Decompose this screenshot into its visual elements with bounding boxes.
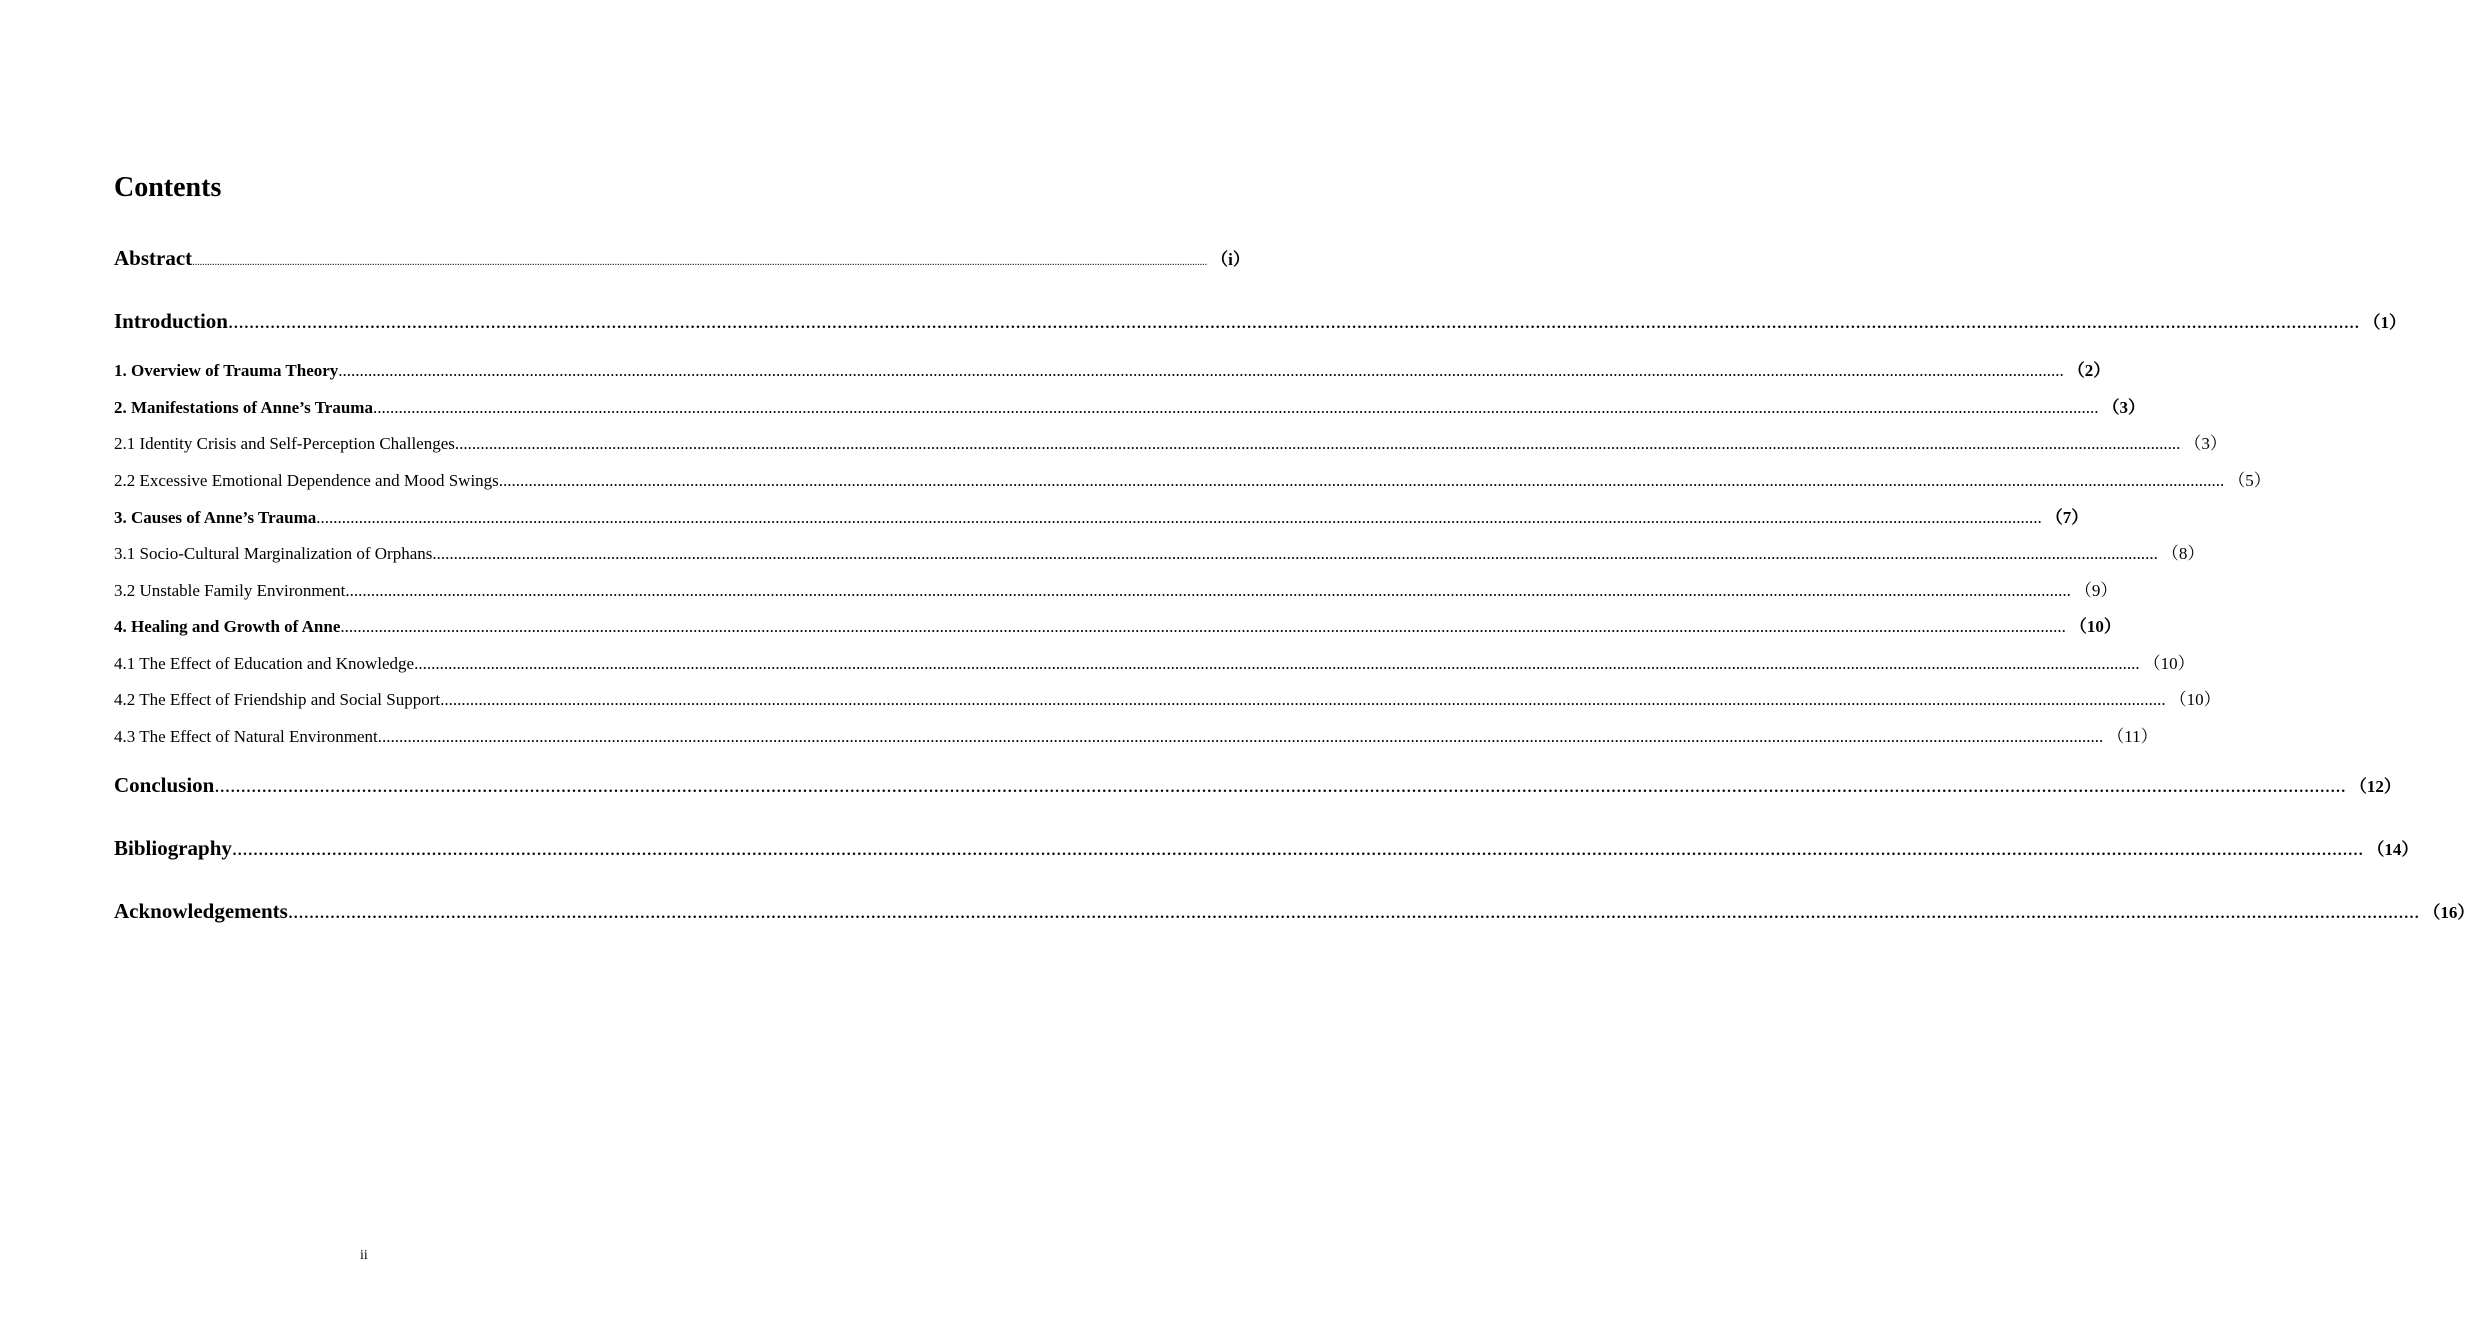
dot-leader: ...................................................................................................................................................................................................................................................................................................................................................................................................................... [432,544,2158,563]
toc-entry-chapter-1[interactable] [114,359,2111,383]
toc-page-number: （i） [1211,250,1250,269]
toc-label: 4.2 The Effect of Friendship and Social Support [114,690,441,709]
toc-page-number: （10） [2169,690,2221,709]
dot-leader: ...................................................................................................................................................................................................................................................................................................................................................................................................................... [454,434,2181,453]
toc-label: 2. Manifestations of Anne’s Trauma [114,398,373,417]
toc-page-number: （2） [2067,361,2111,380]
dot-leader: ...................................................................................................................................................................................................................................................................................................................................................................................................................... [498,471,2225,490]
toc-entry-bibliography[interactable] [114,833,2419,863]
toc-page-number: （5） [2228,471,2271,490]
toc-page-number: （14） [2367,840,2419,859]
toc-label: 3.2 Unstable Family Environment [114,581,346,600]
dot-leader: ...................................................................................................................................................................................................................................................................................................................................................................................................................... [316,508,2042,527]
dot-leader: ...................................................................................................................................................................................................................................................................................................................................................................................................................... [345,581,2071,600]
toc-entry-section-2-2[interactable] [114,469,2271,493]
toc-page-number: （12） [2349,777,2401,796]
toc-entry-abstract[interactable] [114,243,1250,273]
toc-page-number: （9） [2074,581,2118,600]
toc-label: 4. Healing and Growth of Anne [114,617,341,636]
page-footer-number: ii [360,1248,368,1263]
page-title: Contents [114,172,222,203]
dot-leader: ...................................................................................................................................................................................................................................................................................................................................................................................................................... [338,361,2064,380]
toc-page-number: （3） [2102,398,2145,417]
dot-leader: ...................................................................................................................................................................................................................................................................................................................................................................................................................... [287,899,2420,923]
toc-entry-chapter-4[interactable] [114,615,2121,639]
dot-leader: ...................................................................................................................................................................................................................................................................................................................................................................................................................... [440,690,2166,709]
toc-entry-section-3-2[interactable] [114,579,2118,603]
toc-label: Introduction [114,309,228,333]
toc-label: 2.1 Identity Crisis and Self-Perception Challenges [114,434,455,453]
toc-label: 3. Causes of Anne’s Trauma [114,508,317,527]
dot-leader: ...................................................................................................................................................................................................................................................................................................................................................................................................................... [340,617,2066,636]
toc-entry-conclusion[interactable] [114,770,2401,800]
toc-page-number: （7） [2045,508,2089,527]
dot-leader: ...................................................................................................................................................................................................................................................................................................................................................................................................................... [214,773,2346,797]
toc-label: 3.1 Socio-Cultural Marginalization of Orphans [114,544,433,563]
toc-entry-section-4-1[interactable] [114,652,2195,676]
toc-entry-chapter-2[interactable] [114,396,2145,420]
toc-entry-section-4-3[interactable] [114,725,2158,749]
toc-page-number: （11） [2107,727,2158,746]
toc-label: 4.1 The Effect of Education and Knowledge [114,654,415,673]
dot-leader: ...................................................................................................................................................................................................................................................................................................................................................................................................................... [227,309,2360,333]
dot-leader: ...................................................................................................................................................................................................................................................................................................................................................................................................................... [377,727,2104,746]
dot-leader: ...................................................................................................................................................................................................................................................................................................................................................................................................................... [231,836,2364,860]
toc-page-number: （10） [2143,654,2195,673]
toc-label: 2.2 Excessive Emotional Dependence and Mood Swings [114,471,499,490]
toc-entry-acknowledgements[interactable] [114,896,2474,926]
dot-leader: ...................................................................................................................................................................................................................................................................................................................................................................................................................... [372,398,2099,417]
toc-page-number: （1） [2363,313,2406,332]
toc-page-number: （10） [2069,617,2121,636]
toc-page-number: （3） [2184,434,2227,453]
toc-page-number: （8） [2161,544,2205,563]
dot-leader: ...................................................................................................................................................................................................................................................................................................................................................................................................................... [414,654,2140,673]
toc-entry-section-3-1[interactable] [114,542,2205,566]
toc-label: Abstract [114,246,193,270]
toc-entry-chapter-3[interactable] [114,506,2089,530]
toc-entry-section-4-2[interactable] [114,688,2221,712]
toc-page-number: （16） [2423,903,2474,922]
toc-label: Bibliography [114,836,232,860]
toc-label: Acknowledgements [114,899,288,923]
toc-entry-introduction[interactable] [114,306,2406,336]
toc-label: Conclusion [114,773,215,797]
dot-leader: ...................................................................................................................................................................................................................................................................................................................................................................................................................... [192,257,1208,268]
toc-entry-section-2-1[interactable] [114,432,2227,456]
toc-label: 4.3 The Effect of Natural Environment [114,727,378,746]
toc-label: 1. Overview of Trauma Theory [114,361,339,380]
